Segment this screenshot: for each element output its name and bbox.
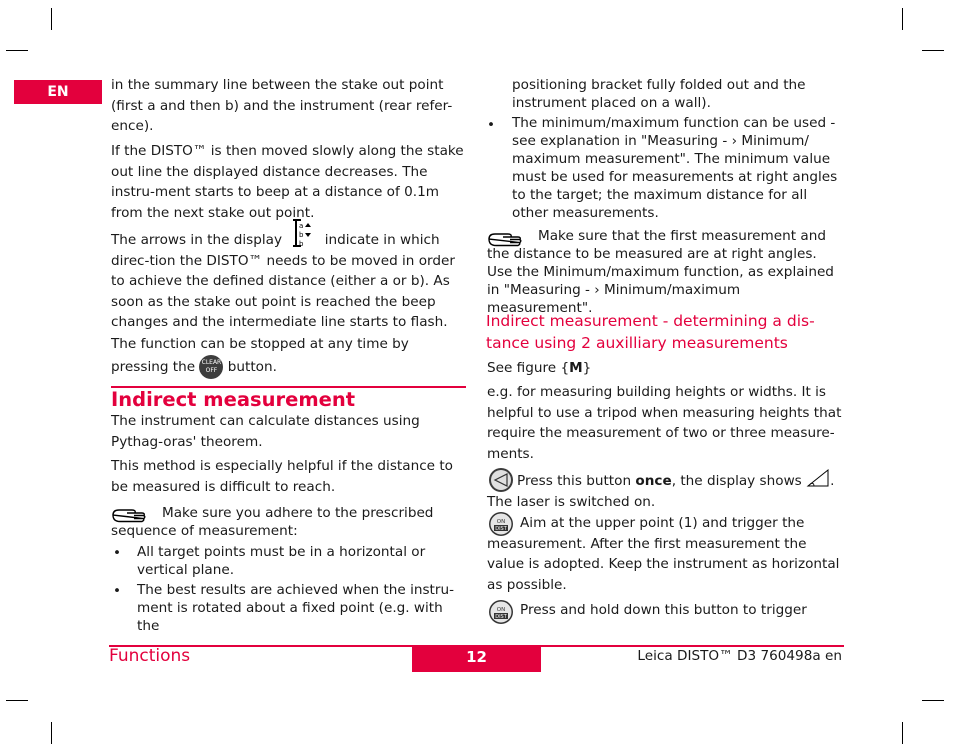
paragraph-pythagoras: The instrument can calculate distances using Pythag-oras' theorem. [111, 413, 420, 450]
stake-arrows-icon [290, 222, 316, 248]
svg-text:DIST: DIST [495, 614, 507, 620]
paragraph-building-heights: e.g. for measuring building heights or widths. It is helpful to use a tripod when measuring heights that require the measurement of two or three measure-ments. [487, 384, 842, 462]
bullet-dot: • [487, 117, 496, 133]
crop-mark [51, 722, 52, 744]
paragraph-arrows [111, 222, 466, 333]
footer-section: Functions [109, 646, 191, 666]
svg-text:ON: ON [496, 519, 506, 525]
svg-text:a: a [299, 222, 304, 230]
see-figure: See figure {M} [487, 360, 592, 376]
bullet-dot: • [113, 583, 122, 599]
language-tab: EN [14, 80, 102, 104]
crop-mark [6, 50, 28, 51]
on-dist-button-icon [489, 600, 513, 624]
bullet-fixed-point: The best results are achieved when the instru-ment is rotated about a fixed point (e.g. with the [137, 582, 454, 634]
footer-doc-title: Leica DISTO™ D3 760498a en [637, 648, 842, 664]
crop-mark [902, 722, 903, 744]
note-sequence: Make sure you adhere to the prescribed sequence of measurement: [111, 505, 434, 539]
crop-mark [51, 8, 52, 30]
note-right-angles: Make sure that the first measurement and the distance to be measured are at right angles. Use the Minimum/maximum function, as explained in "Measuring - › Minimum/maximum measurement". [487, 228, 834, 316]
paragraph-summary-line: in the summary line between the stake out point (first a and then b) and the instrument (rear refer-ence). [111, 77, 453, 135]
paragraph-aim-upper-point: Aim at the upper point (1) and trigger the measurement. After the first measurement the value is adopted. Keep the instrument as horizontal as possible. [487, 515, 840, 593]
arrows-text-a: The arrows in the display [111, 232, 283, 248]
bullet-minmax: The minimum/maximum function can be used - see explanation in "Measuring - › Minimum/ maximum measurement". The minimum value must be used for measurements at right angles to the target; the maximum distance for all other measurements. [512, 115, 838, 221]
svg-text:DIST: DIST [495, 526, 507, 532]
subsection-heading: Indirect measurement - determining a dis-tance using 2 auxilliary measurements [486, 312, 815, 352]
crop-mark [6, 700, 28, 701]
bullet-horizontal-plane: All target points must be in a horizontal or vertical plane. [137, 544, 426, 578]
svg-text:b: b [299, 240, 304, 248]
right-triangle-icon [806, 468, 830, 486]
paragraph-stake-out: If the DISTO™ is then moved slowly along the stake out line the displayed distance decreases. The instru-ment starts to beep at a distance of 0.1m from the next stake out point. [111, 143, 464, 221]
arrows-text-b: indicate in which direc-tion the DISTO™ needs to be moved in order to achieve the defined distance (either a or b). As soon as the stake out point is reached the beep changes and the intermediate line starts to flash. [111, 232, 455, 331]
svg-text:b: b [299, 231, 304, 239]
clear-off-button-icon: CLEAR OFF [199, 355, 223, 379]
paragraph-hard-to-reach: This method is especially helpful if the distance to be measured is difficult to reach. [111, 458, 454, 495]
crop-mark [922, 50, 944, 51]
bullet-dot: • [113, 545, 122, 561]
crop-mark [922, 700, 944, 701]
bullet-continuation: positioning bracket fully folded out and the instrument placed on a wall). [512, 77, 806, 111]
paragraph-stop-function: The function can be stopped at any time by pressing the CLEAR OFF button. [111, 334, 466, 379]
crop-mark [902, 8, 903, 30]
svg-text:ON: ON [496, 607, 506, 613]
section-heading: Indirect measurement [111, 388, 356, 411]
paragraph-press-hold: Press and hold down this button to trigger [520, 602, 807, 618]
page-number: 12 [412, 646, 541, 672]
paragraph-press-once: Press this button once, the display shows . The laser is switched on. [487, 468, 842, 512]
